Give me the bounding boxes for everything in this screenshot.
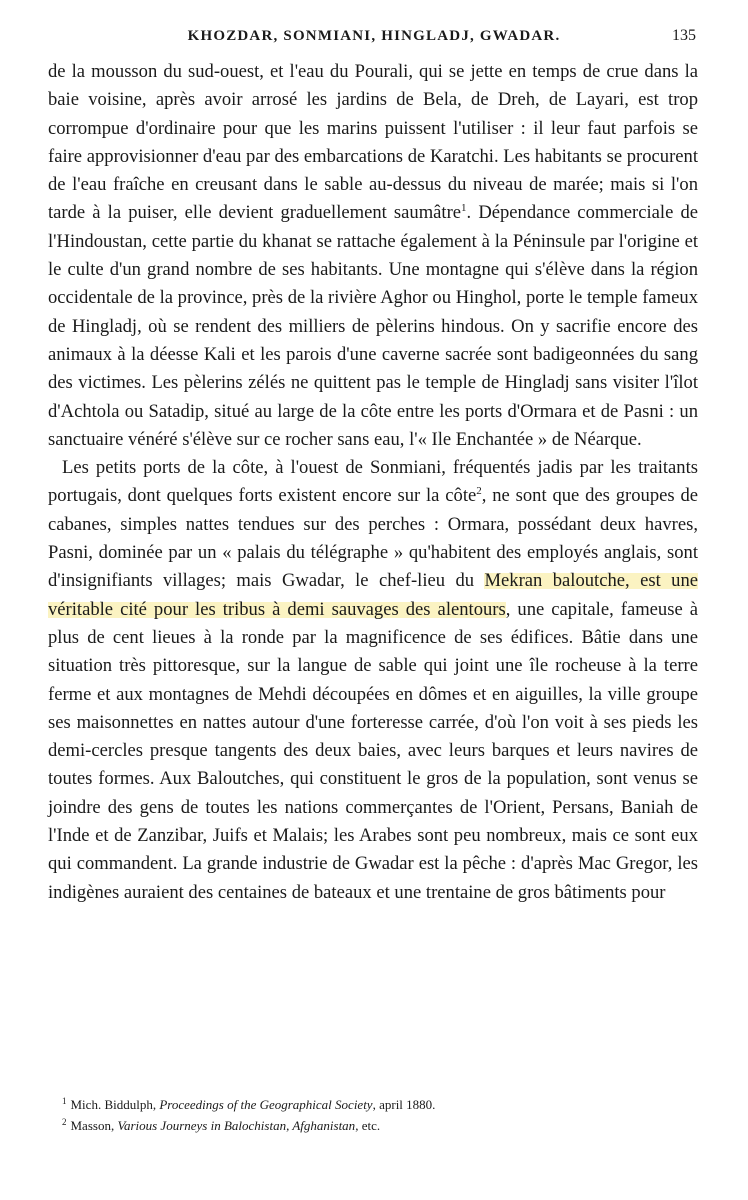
footnote-2-rest: , etc.: [355, 1118, 381, 1133]
footnote-2: [62, 1115, 702, 1136]
footnote-2-author: Masson,: [70, 1118, 118, 1133]
body-text: [48, 58, 698, 907]
paragraph-1-text-b: . Dépendance commerciale de l'Hindoustan, cette partie du khanat se rattache également à la Péninsule par l'origine et le culte d'un grand nombre de ses habitants. Une montagne qui s'élève dans la région occidentale de la province, près de la rivière Aghor ou Hinghol, porte le temple fameux de Hingladj, où se rendent des milliers de pèlerins hindous. On y sacrifie encore des animaux à la déesse Kali et les parois d'une caverne sacrée sont badigeonnées du sang des victimes. Les pèlerins zélés ne quittent pas le temple de Hingladj sans visiter l'îlot d'Achtola ou Satadip, situé au large de la côte entre les ports d'Ormara et de Pasni : un sanctuaire vénéré s'élève sur ce rocher sans eau, l'« Ile Enchantée » de Néarque.: [48, 202, 698, 450]
footnote-1-work: Proceedings of the Geographical Society: [159, 1097, 373, 1112]
page-number: 135: [672, 27, 696, 44]
paragraph-2-text-a: Les petits ports de la côte, à l'ouest de Sonmiani, fréquentés jadis par les traitants portugais, dont quelques forts existent encore sur la côte: [48, 457, 698, 507]
running-title: KHOZDAR, SONMIANI, HINGLADJ, GWADAR.: [187, 28, 561, 44]
paragraph-2-text-c: , une capitale, fameuse à plus de cent lieues à la ronde par la magnificence de ses édifices. Bâtie dans une situation très pittoresque, sur la langue de sable qui joint une île rocheuse à la terre ferme et aux montagnes de Mehdi découpées en dômes et en aiguilles, la ville groupe ses maisonnettes en nattes autour d'une forteresse carrée, d'où l'on voit à ses pieds les demi-cercles presque tangents des deux baies, avec leurs barques et leurs navires de toutes formes. Aux Baloutches, qui constituent le gros de la population, sont venus se joindre des gens de toutes les nations commerçantes de l'Orient, Persans, Baniah de l'Inde et de Zanzibar, Juifs et Malais; les Arabes sont peu nombreux, mais ce sont eux qui commandent. La grande industrie de Gwadar est la pêche : d'après Mac Gregor, les indigènes auraient des centaines de bateaux et une trentaine de gros bâtiments pour: [48, 598, 698, 903]
paragraph-1-text-a: de la mousson du sud-ouest, et l'eau du Pourali, qui se jette en temps de crue dans la baie voisine, après avoir arrosé les jardins de Bela, de Dreh, de Layari, est trop corrompue d'ordinaire pour que les marins puissent l'utiliser : il leur faut parfois se faire approvisionner d'eau par des embarcations de Karatchi. Les habitants se procurent de l'eau fraîche en creusant dans le sable au-dessus du niveau de marée; mais si l'on tarde à la puiser, elle devient graduellement saumâtre: [48, 61, 698, 224]
footnote-1-mark: 1: [62, 1095, 67, 1106]
footnote-1: [62, 1094, 702, 1115]
footnote-2-work: Various Journeys in Balochistan, Afghanistan: [117, 1118, 356, 1133]
paragraph-2-text-b: , ne sont que des groupes de cabanes, simples nattes tendues sur des perches : Ormara, possédant deux havres, Pasni, dominée par un « palais du télégraphe » qu'habitent des employés anglais, sont d'insignifiants villages; mais Gwadar, le chef-lieu du: [48, 485, 698, 592]
highlighted-passage[interactable]: Mekran baloutche, est une véritable cité pour les tribus à demi sauvages des alentours: [48, 570, 698, 620]
paragraph-2: [48, 454, 698, 907]
footnote-1-author: Mich. Biddulph,: [70, 1097, 160, 1112]
footnote-ref-2[interactable]: 2: [476, 485, 482, 498]
paragraph-1: [48, 58, 698, 454]
running-head: [40, 24, 708, 48]
footnote-ref-1[interactable]: 1: [461, 202, 467, 215]
footnote-1-rest: , april 1880.: [372, 1097, 436, 1112]
footnote-2-mark: 2: [62, 1116, 67, 1127]
footnotes: [62, 1094, 702, 1136]
